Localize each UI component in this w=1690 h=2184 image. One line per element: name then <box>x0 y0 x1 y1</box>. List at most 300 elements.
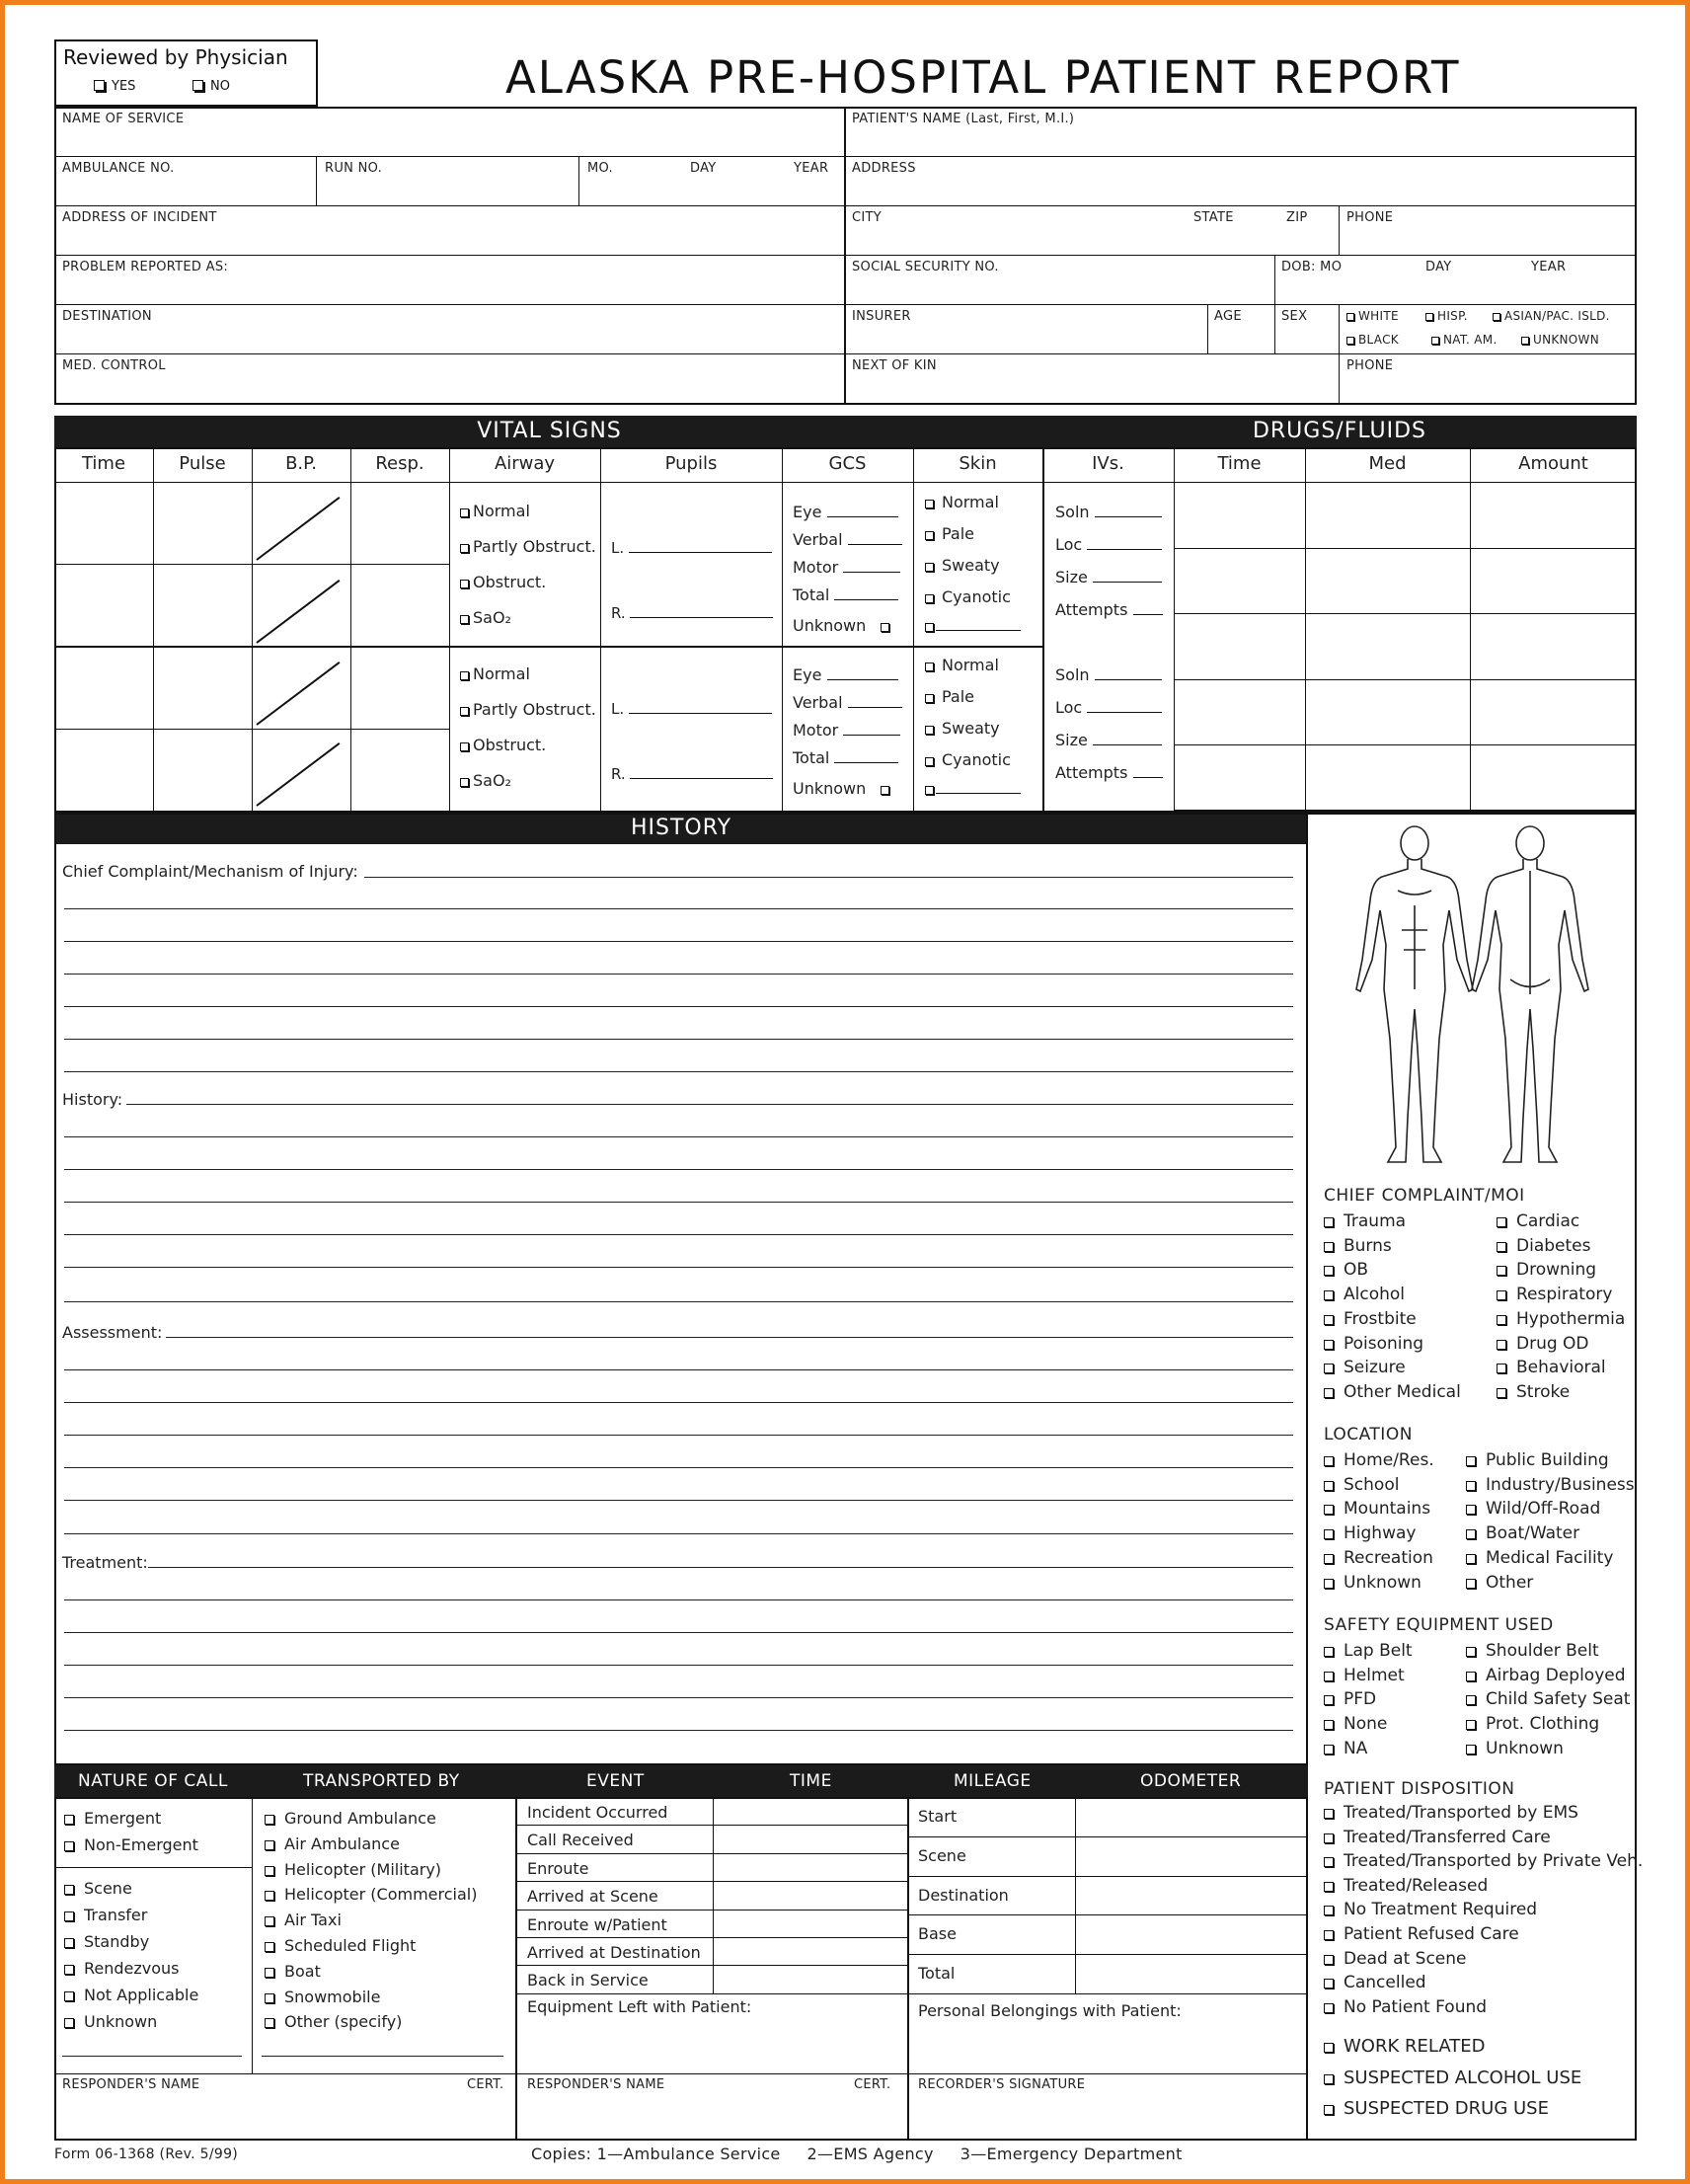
pupil-left-2[interactable]: L. <box>611 700 772 718</box>
location-industry-business[interactable]: Industry/Business <box>1466 1475 1635 1495</box>
col-amount: Amount <box>1518 453 1588 474</box>
mileage-row-line <box>907 1954 1308 1955</box>
checkbox-icon <box>1466 1695 1476 1705</box>
history-writing-line <box>64 1267 1293 1268</box>
checkbox-icon <box>1324 1647 1334 1657</box>
destination-label: DESTINATION <box>62 309 152 324</box>
checkbox-icon <box>1324 1857 1334 1867</box>
history-box <box>54 813 1308 1765</box>
checkbox-icon <box>265 1891 274 1901</box>
gcs-motor-2[interactable]: Motor <box>793 721 900 740</box>
body-back-figure <box>1472 826 1588 1162</box>
checkbox-icon <box>1324 1809 1334 1819</box>
complaint-hypothermia[interactable]: Hypothermia <box>1497 1309 1625 1329</box>
checkbox-icon <box>1466 1481 1476 1491</box>
belongings-label: Personal Belongings with Patient: <box>918 2001 1182 2020</box>
form-number: Form 06-1368 (Rev. 5/99) <box>54 2146 239 2162</box>
disposition-item[interactable]: Patient Refused Care <box>1324 1924 1519 1944</box>
run-no-label: RUN NO. <box>325 161 383 176</box>
event-time-field[interactable] <box>715 1883 905 1907</box>
location-medical-facility[interactable]: Medical Facility <box>1466 1548 1613 1568</box>
safety-lap-belt[interactable]: Lap Belt <box>1324 1641 1413 1661</box>
checkbox-icon <box>1324 1955 1334 1965</box>
checkbox-icon <box>1324 1979 1334 1989</box>
disposition-item[interactable]: Treated/Transported by EMS <box>1324 1803 1578 1823</box>
race-white[interactable]: WHITE <box>1346 309 1399 323</box>
assessment-label: Assessment: <box>62 1323 163 1342</box>
history-writing-line <box>64 1500 1293 1501</box>
event-row-line <box>515 1825 907 1826</box>
race-black[interactable]: BLACK <box>1346 333 1399 347</box>
skin-pale-1[interactable]: Pale <box>925 524 974 543</box>
checkbox-icon <box>1497 1217 1506 1227</box>
event-row-line <box>515 1853 907 1854</box>
history-writing-line <box>64 1369 1293 1370</box>
skin-pale-2[interactable]: Pale <box>925 687 974 706</box>
col-bp: B.P. <box>285 453 317 474</box>
odometer-field[interactable] <box>1077 1838 1306 1874</box>
gcs-verbal-1[interactable]: Verbal <box>793 530 902 549</box>
safety-none[interactable]: None <box>1324 1714 1387 1734</box>
checkbox-icon <box>1324 1481 1334 1491</box>
transport-other-specify-[interactable]: Other (specify) <box>265 2012 402 2031</box>
airway-obstruct-2[interactable]: Obstruct. <box>460 736 546 754</box>
event-arrived-at-destination: Arrived at Destination <box>527 1943 701 1962</box>
iv-loc-1[interactable]: Loc <box>1055 535 1162 554</box>
checkbox-icon <box>192 80 203 91</box>
disposition-item[interactable]: No Treatment Required <box>1324 1900 1537 1919</box>
nature-rendezvous[interactable]: Rendezvous <box>64 1959 180 1978</box>
skin-normal-2[interactable]: Normal <box>925 656 999 674</box>
vital-signs-header: VITAL SIGNS <box>54 416 1044 447</box>
history-writing-line <box>64 1136 1293 1137</box>
safety-na[interactable]: NA <box>1324 1739 1367 1758</box>
checkbox-icon <box>1466 1554 1476 1564</box>
checkbox-icon <box>1324 2043 1334 2053</box>
checkbox-icon <box>64 1938 74 1948</box>
checkbox-icon <box>1324 2074 1334 2084</box>
skin-sweaty-2[interactable]: Sweaty <box>925 719 1000 738</box>
complaint-other-medical[interactable]: Other Medical <box>1324 1382 1461 1402</box>
history-writing-line <box>64 1435 1293 1436</box>
location-unknown[interactable]: Unknown <box>1324 1573 1421 1593</box>
complaint-drug-od[interactable]: Drug OD <box>1497 1334 1589 1354</box>
history-writing-line <box>364 877 1293 878</box>
checkbox-icon <box>1324 1695 1334 1705</box>
history-writing-line <box>64 908 1293 909</box>
mileage-total: Total <box>918 1964 956 1984</box>
history-writing-line <box>64 1402 1293 1403</box>
safety-title: SAFETY EQUIPMENT USED <box>1324 1615 1554 1635</box>
checkbox-icon <box>1324 1833 1334 1843</box>
complaint-ob[interactable]: OB <box>1324 1260 1368 1280</box>
col-gcs: GCS <box>828 453 867 474</box>
col-airway: Airway <box>494 453 556 474</box>
col-pupils: Pupils <box>664 453 718 474</box>
history-writing-line <box>64 1301 1293 1302</box>
race-nat-am[interactable]: NAT. AM. <box>1431 333 1498 347</box>
col-pulse: Pulse <box>179 453 226 474</box>
complaint-behavioral[interactable]: Behavioral <box>1497 1358 1606 1377</box>
problem-label: PROBLEM REPORTED AS: <box>62 260 229 274</box>
airway-sao2-2[interactable]: SaO₂ <box>460 771 511 790</box>
disposition-item[interactable]: Treated/Transferred Care <box>1324 1828 1551 1847</box>
iv-soln-1[interactable]: Soln <box>1055 503 1162 521</box>
history-writing-line <box>148 1567 1293 1568</box>
checkbox-icon <box>265 1866 274 1876</box>
airway-sao2-1[interactable]: SaO₂ <box>460 608 511 627</box>
race-unknown[interactable]: UNKNOWN <box>1521 333 1599 347</box>
checkbox-icon <box>1324 1745 1334 1755</box>
state-label: STATE <box>1193 210 1234 225</box>
airway-partly-1[interactable]: Partly Obstruct. <box>460 537 596 556</box>
checkbox-icon <box>1324 1290 1334 1300</box>
location-title: LOCATION <box>1324 1425 1413 1444</box>
mo-label: MO. <box>587 161 613 176</box>
event-back-in-service: Back in Service <box>527 1971 649 1990</box>
checkbox-icon <box>1324 1554 1334 1564</box>
gcs-total-1[interactable]: Total <box>793 585 898 604</box>
col-ivs: IVs. <box>1092 453 1124 474</box>
complaint-stroke[interactable]: Stroke <box>1497 1382 1570 1402</box>
cert2-label: CERT. <box>854 2077 891 2092</box>
checkbox-icon <box>1324 2105 1334 2115</box>
checkbox-icon <box>64 1991 74 2001</box>
history-writing-line <box>64 1730 1293 1731</box>
disposition-item[interactable]: No Patient Found <box>1324 1997 1487 2017</box>
checkbox-icon <box>1466 1745 1476 1755</box>
bottom-header <box>54 1765 1308 1797</box>
phone-label: PHONE <box>1346 210 1394 225</box>
event-title: EVENT <box>586 1771 645 1791</box>
checkbox-icon <box>265 1916 274 1926</box>
transport-helicopter-military-[interactable]: Helicopter (Military) <box>265 1860 441 1879</box>
event-time-field[interactable] <box>715 1799 905 1823</box>
location-wild-off-road[interactable]: Wild/Off-Road <box>1466 1499 1600 1519</box>
complaint-cardiac[interactable]: Cardiac <box>1497 1211 1579 1231</box>
med-control-label: MED. CONTROL <box>62 358 166 373</box>
race-hisp[interactable]: HISP. <box>1425 309 1468 323</box>
col-resp: Resp. <box>375 453 424 474</box>
event-enroute-w-patient: Enroute w/Patient <box>527 1914 667 1934</box>
gcs-unknown-1[interactable]: Unknown <box>793 616 896 635</box>
event-time-field[interactable] <box>715 1911 905 1935</box>
transport-ground-ambulance[interactable]: Ground Ambulance <box>265 1809 436 1828</box>
skin-cyanotic-1[interactable]: Cyanotic <box>925 587 1011 606</box>
age-label: AGE <box>1214 309 1242 324</box>
odometer-field[interactable] <box>1077 1956 1306 1991</box>
history-writing-line <box>64 1533 1293 1534</box>
dob-day-label: DAY <box>1425 260 1452 274</box>
gcs-motor-1[interactable]: Motor <box>793 558 900 577</box>
checkbox-icon <box>1324 1579 1334 1589</box>
checkbox-icon <box>265 1840 274 1850</box>
event-time-field[interactable] <box>715 1967 905 1990</box>
next-of-kin-label: NEXT OF KIN <box>852 358 937 373</box>
iv-size-1[interactable]: Size <box>1055 568 1162 586</box>
body-front-figure <box>1356 826 1473 1162</box>
complaint-frostbite[interactable]: Frostbite <box>1324 1309 1417 1329</box>
history-writing-line <box>64 1039 1293 1040</box>
flag-work-related[interactable]: WORK RELATED <box>1324 2036 1485 2057</box>
nature-scene[interactable]: Scene <box>64 1879 132 1898</box>
checkbox-icon <box>1324 1340 1334 1350</box>
flag-suspected-drug-use[interactable]: SUSPECTED DRUG USE <box>1324 2098 1549 2119</box>
checkbox-icon <box>1324 1882 1334 1892</box>
history-header: HISTORY <box>54 813 1308 844</box>
city-label: CITY <box>852 210 882 225</box>
checkbox-icon <box>1466 1672 1476 1681</box>
location-highway[interactable]: Highway <box>1324 1523 1416 1543</box>
iv-soln-2[interactable]: Soln <box>1055 665 1162 684</box>
chief-complaint-label: Chief Complaint/Mechanism of Injury: <box>62 862 358 881</box>
checkbox-icon <box>1466 1647 1476 1657</box>
event-enroute: Enroute <box>527 1858 589 1878</box>
location-school[interactable]: School <box>1324 1475 1399 1495</box>
safety-shoulder-belt[interactable]: Shoulder Belt <box>1466 1641 1599 1661</box>
mileage-row-line <box>907 1836 1308 1837</box>
history-writing-line <box>64 1071 1293 1072</box>
gcs-total-2[interactable]: Total <box>793 748 898 767</box>
name-of-service-label: NAME OF SERVICE <box>62 112 185 126</box>
odometer-field[interactable] <box>1077 1799 1306 1834</box>
checkbox-icon <box>1324 1364 1334 1373</box>
nature-emergent[interactable]: Emergent <box>64 1809 161 1828</box>
nature-unknown[interactable]: Unknown <box>64 2012 157 2031</box>
gcs-eye-1[interactable]: Eye <box>793 503 898 521</box>
skin-normal-1[interactable]: Normal <box>925 493 999 511</box>
complaint-seizure[interactable]: Seizure <box>1324 1358 1406 1377</box>
transport-scheduled-flight[interactable]: Scheduled Flight <box>265 1936 416 1955</box>
sex-label: SEX <box>1281 309 1308 324</box>
checkbox-icon <box>1497 1290 1506 1300</box>
checkbox-icon <box>1324 2003 1334 2013</box>
checkbox-icon <box>265 1993 274 2003</box>
nature-standby[interactable]: Standby <box>64 1932 149 1951</box>
safety-airbag-deployed[interactable]: Airbag Deployed <box>1466 1666 1626 1685</box>
skin-other-1[interactable] <box>925 616 1021 635</box>
year-label: YEAR <box>794 161 829 176</box>
checkbox-icon <box>1324 1505 1334 1515</box>
event-time-field[interactable] <box>715 1827 905 1850</box>
address-label: ADDRESS <box>852 161 916 176</box>
checkbox-icon <box>1466 1720 1476 1730</box>
airway-normal-2[interactable]: Normal <box>460 664 530 683</box>
history-writing-line <box>64 1665 1293 1666</box>
dob-label: DOB: MO <box>1281 260 1343 274</box>
drugs-fluids-header: DRUGS/FLUIDS <box>1042 416 1637 447</box>
body-diagram <box>1343 821 1599 1177</box>
skin-sweaty-1[interactable]: Sweaty <box>925 556 1000 575</box>
ambulance-no-label: AMBULANCE NO. <box>62 161 175 176</box>
checkbox-icon <box>1466 1505 1476 1515</box>
transport-helicopter-commercial-[interactable]: Helicopter (Commercial) <box>265 1885 477 1904</box>
checkbox-icon <box>1324 1720 1334 1730</box>
checkbox-icon <box>64 1815 74 1825</box>
col-med: Med <box>1368 453 1407 474</box>
checkbox-icon <box>1497 1340 1506 1350</box>
history-writing-line <box>64 941 1293 942</box>
mileage-base: Base <box>918 1924 957 1944</box>
safety-child-safety-seat[interactable]: Child Safety Seat <box>1466 1689 1630 1709</box>
gcs-verbal-2[interactable]: Verbal <box>793 693 902 712</box>
checkbox-icon <box>64 1911 74 1921</box>
history-writing-line <box>64 1234 1293 1235</box>
transport-boat[interactable]: Boat <box>265 1962 321 1981</box>
history-writing-line <box>64 1467 1293 1468</box>
checkbox-icon <box>1324 1315 1334 1325</box>
location-boat-water[interactable]: Boat/Water <box>1466 1523 1579 1543</box>
insurer-label: INSURER <box>852 309 911 324</box>
nature-not-applicable[interactable]: Not Applicable <box>64 1986 198 2004</box>
checkbox-icon <box>1466 1456 1476 1466</box>
complaint-trauma[interactable]: Trauma <box>1324 1211 1406 1231</box>
safety-unknown[interactable]: Unknown <box>1466 1739 1564 1758</box>
transport-air-ambulance[interactable]: Air Ambulance <box>265 1834 400 1853</box>
col-time: Time <box>81 453 126 474</box>
iv-loc-2[interactable]: Loc <box>1055 698 1162 717</box>
disposition-title: PATIENT DISPOSITION <box>1324 1779 1515 1799</box>
odometer-field[interactable] <box>1077 1878 1306 1913</box>
airway-obstruct-1[interactable]: Obstruct. <box>460 573 546 591</box>
airway-partly-2[interactable]: Partly Obstruct. <box>460 700 596 719</box>
responder2-label: RESPONDER'S NAME <box>527 2077 665 2092</box>
location-recreation[interactable]: Recreation <box>1324 1548 1433 1568</box>
history-writing-line <box>64 974 1293 975</box>
mileage-destination: Destination <box>918 1885 1009 1905</box>
checkbox-icon <box>1466 1579 1476 1589</box>
event-call-received: Call Received <box>527 1831 634 1850</box>
checkbox-icon <box>1324 1456 1334 1466</box>
history-writing-line <box>64 1006 1293 1007</box>
mileage-title: MILEAGE <box>954 1771 1032 1791</box>
history-writing-line <box>64 1697 1293 1698</box>
history-writing-line <box>126 1104 1293 1105</box>
complaint-alcohol[interactable]: Alcohol <box>1324 1285 1405 1304</box>
checkbox-icon <box>1497 1388 1506 1398</box>
airway-normal-1[interactable]: Normal <box>460 502 530 520</box>
skin-cyanotic-2[interactable]: Cyanotic <box>925 750 1011 769</box>
event-incident-occurred: Incident Occurred <box>527 1803 668 1822</box>
pupil-right-2[interactable]: R. <box>611 765 773 783</box>
event-row-line <box>515 1937 907 1938</box>
transported-title: TRANSPORTED BY <box>303 1771 460 1791</box>
checkbox-icon <box>1324 1529 1334 1539</box>
disposition-item[interactable]: Treated/Transported by Private Veh. <box>1324 1851 1643 1871</box>
copies-note: Copies: 1—Ambulance Service 2—EMS Agency 3—Emergency Department <box>531 2145 1183 2163</box>
checkbox-icon <box>265 1968 274 1978</box>
equipment-label: Equipment Left with Patient: <box>527 1997 752 2016</box>
event-row-line <box>515 1881 907 1882</box>
checkbox-icon <box>1324 1242 1334 1252</box>
pupil-left-1[interactable]: L. <box>611 539 772 557</box>
disposition-item[interactable]: Dead at Scene <box>1324 1949 1466 1969</box>
location-home-res-[interactable]: Home/Res. <box>1324 1450 1434 1470</box>
nature-transfer[interactable]: Transfer <box>64 1906 147 1924</box>
checkbox-icon <box>265 2018 274 2028</box>
complaint-burns[interactable]: Burns <box>1324 1236 1392 1256</box>
complaint-respiratory[interactable]: Respiratory <box>1497 1285 1612 1304</box>
zip-label: ZIP <box>1286 210 1308 225</box>
iv-size-2[interactable]: Size <box>1055 731 1162 749</box>
flag-suspected-alcohol-use[interactable]: SUSPECTED ALCOHOL USE <box>1324 2067 1581 2088</box>
checkbox-icon <box>1497 1364 1506 1373</box>
complaint-diabetes[interactable]: Diabetes <box>1497 1236 1590 1256</box>
history-label: History: <box>62 1090 123 1109</box>
complaint-drowning[interactable]: Drowning <box>1497 1260 1596 1280</box>
checkbox-icon <box>1497 1315 1506 1325</box>
review-yes[interactable]: YES <box>94 79 135 94</box>
location-public-building[interactable]: Public Building <box>1466 1450 1609 1470</box>
location-mountains[interactable]: Mountains <box>1324 1499 1430 1519</box>
event-row-line <box>515 1965 907 1966</box>
transport-snowmobile[interactable]: Snowmobile <box>265 1988 380 2006</box>
patient-name-label: PATIENT'S NAME (Last, First, M.I.) <box>852 112 1075 126</box>
checkbox-icon <box>64 1965 74 1975</box>
cert1-label: CERT. <box>467 2077 504 2092</box>
history-writing-line <box>64 1202 1293 1203</box>
checkbox-icon <box>1324 1266 1334 1276</box>
form-title: ALASKA PRE-HOSPITAL PATIENT REPORT <box>505 51 1461 104</box>
mileage-row-line <box>907 1914 1308 1915</box>
ssn-label: SOCIAL SECURITY NO. <box>852 260 999 274</box>
checkbox-icon <box>1466 1529 1476 1539</box>
gcs-unknown-2[interactable]: Unknown <box>793 779 896 798</box>
day-label: DAY <box>690 161 717 176</box>
checkbox-icon <box>64 2018 74 2028</box>
checkbox-icon <box>64 1841 74 1851</box>
checkbox-icon <box>1324 1217 1334 1227</box>
odometer-field[interactable] <box>1077 1916 1306 1952</box>
race-asian[interactable]: ASIAN/PAC. ISLD. <box>1493 309 1610 323</box>
checkbox-icon <box>1497 1266 1506 1276</box>
treatment-label: Treatment: <box>62 1553 148 1572</box>
disposition-item[interactable]: Treated/Released <box>1324 1876 1488 1896</box>
chief-complaint-title: CHIEF COMPLAINT/MOI <box>1324 1186 1525 1206</box>
disposition-item[interactable]: Cancelled <box>1324 1973 1426 1992</box>
nature-non-emergent[interactable]: Non-Emergent <box>64 1835 198 1854</box>
mileage-start: Start <box>918 1807 958 1826</box>
phone2-label: PHONE <box>1346 358 1394 373</box>
odometer-title: ODOMETER <box>1140 1771 1242 1791</box>
event-time-field[interactable] <box>715 1939 905 1963</box>
iv-attempts-2[interactable]: Attempts <box>1055 763 1163 782</box>
gcs-eye-2[interactable]: Eye <box>793 665 898 684</box>
checkbox-icon <box>1324 1672 1334 1681</box>
checkbox-icon <box>1324 1930 1334 1940</box>
safety-pfd[interactable]: PFD <box>1324 1689 1376 1709</box>
recorder-label: RECORDER'S SIGNATURE <box>918 2077 1086 2092</box>
complaint-poisoning[interactable]: Poisoning <box>1324 1334 1423 1354</box>
mileage-scene: Scene <box>918 1845 966 1865</box>
skin-other-2[interactable] <box>925 779 1021 798</box>
event-time-field[interactable] <box>715 1855 905 1879</box>
location-other[interactable]: Other <box>1466 1573 1533 1593</box>
iv-attempts-1[interactable]: Attempts <box>1055 600 1163 619</box>
checkbox-icon <box>94 80 105 91</box>
event-arrived-at-scene: Arrived at Scene <box>527 1887 658 1907</box>
checkbox-icon <box>265 1815 274 1825</box>
review-no[interactable]: NO <box>192 79 230 94</box>
transport-air-taxi[interactable]: Air Taxi <box>265 1911 342 1929</box>
mileage-row-line <box>907 1876 1308 1877</box>
pupil-right-1[interactable]: R. <box>611 604 773 622</box>
safety-helmet[interactable]: Helmet <box>1324 1666 1405 1685</box>
address-incident-label: ADDRESS OF INCIDENT <box>62 210 217 225</box>
history-writing-line <box>166 1337 1293 1338</box>
safety-prot-clothing[interactable]: Prot. Clothing <box>1466 1714 1599 1734</box>
checkbox-icon <box>1324 1906 1334 1915</box>
